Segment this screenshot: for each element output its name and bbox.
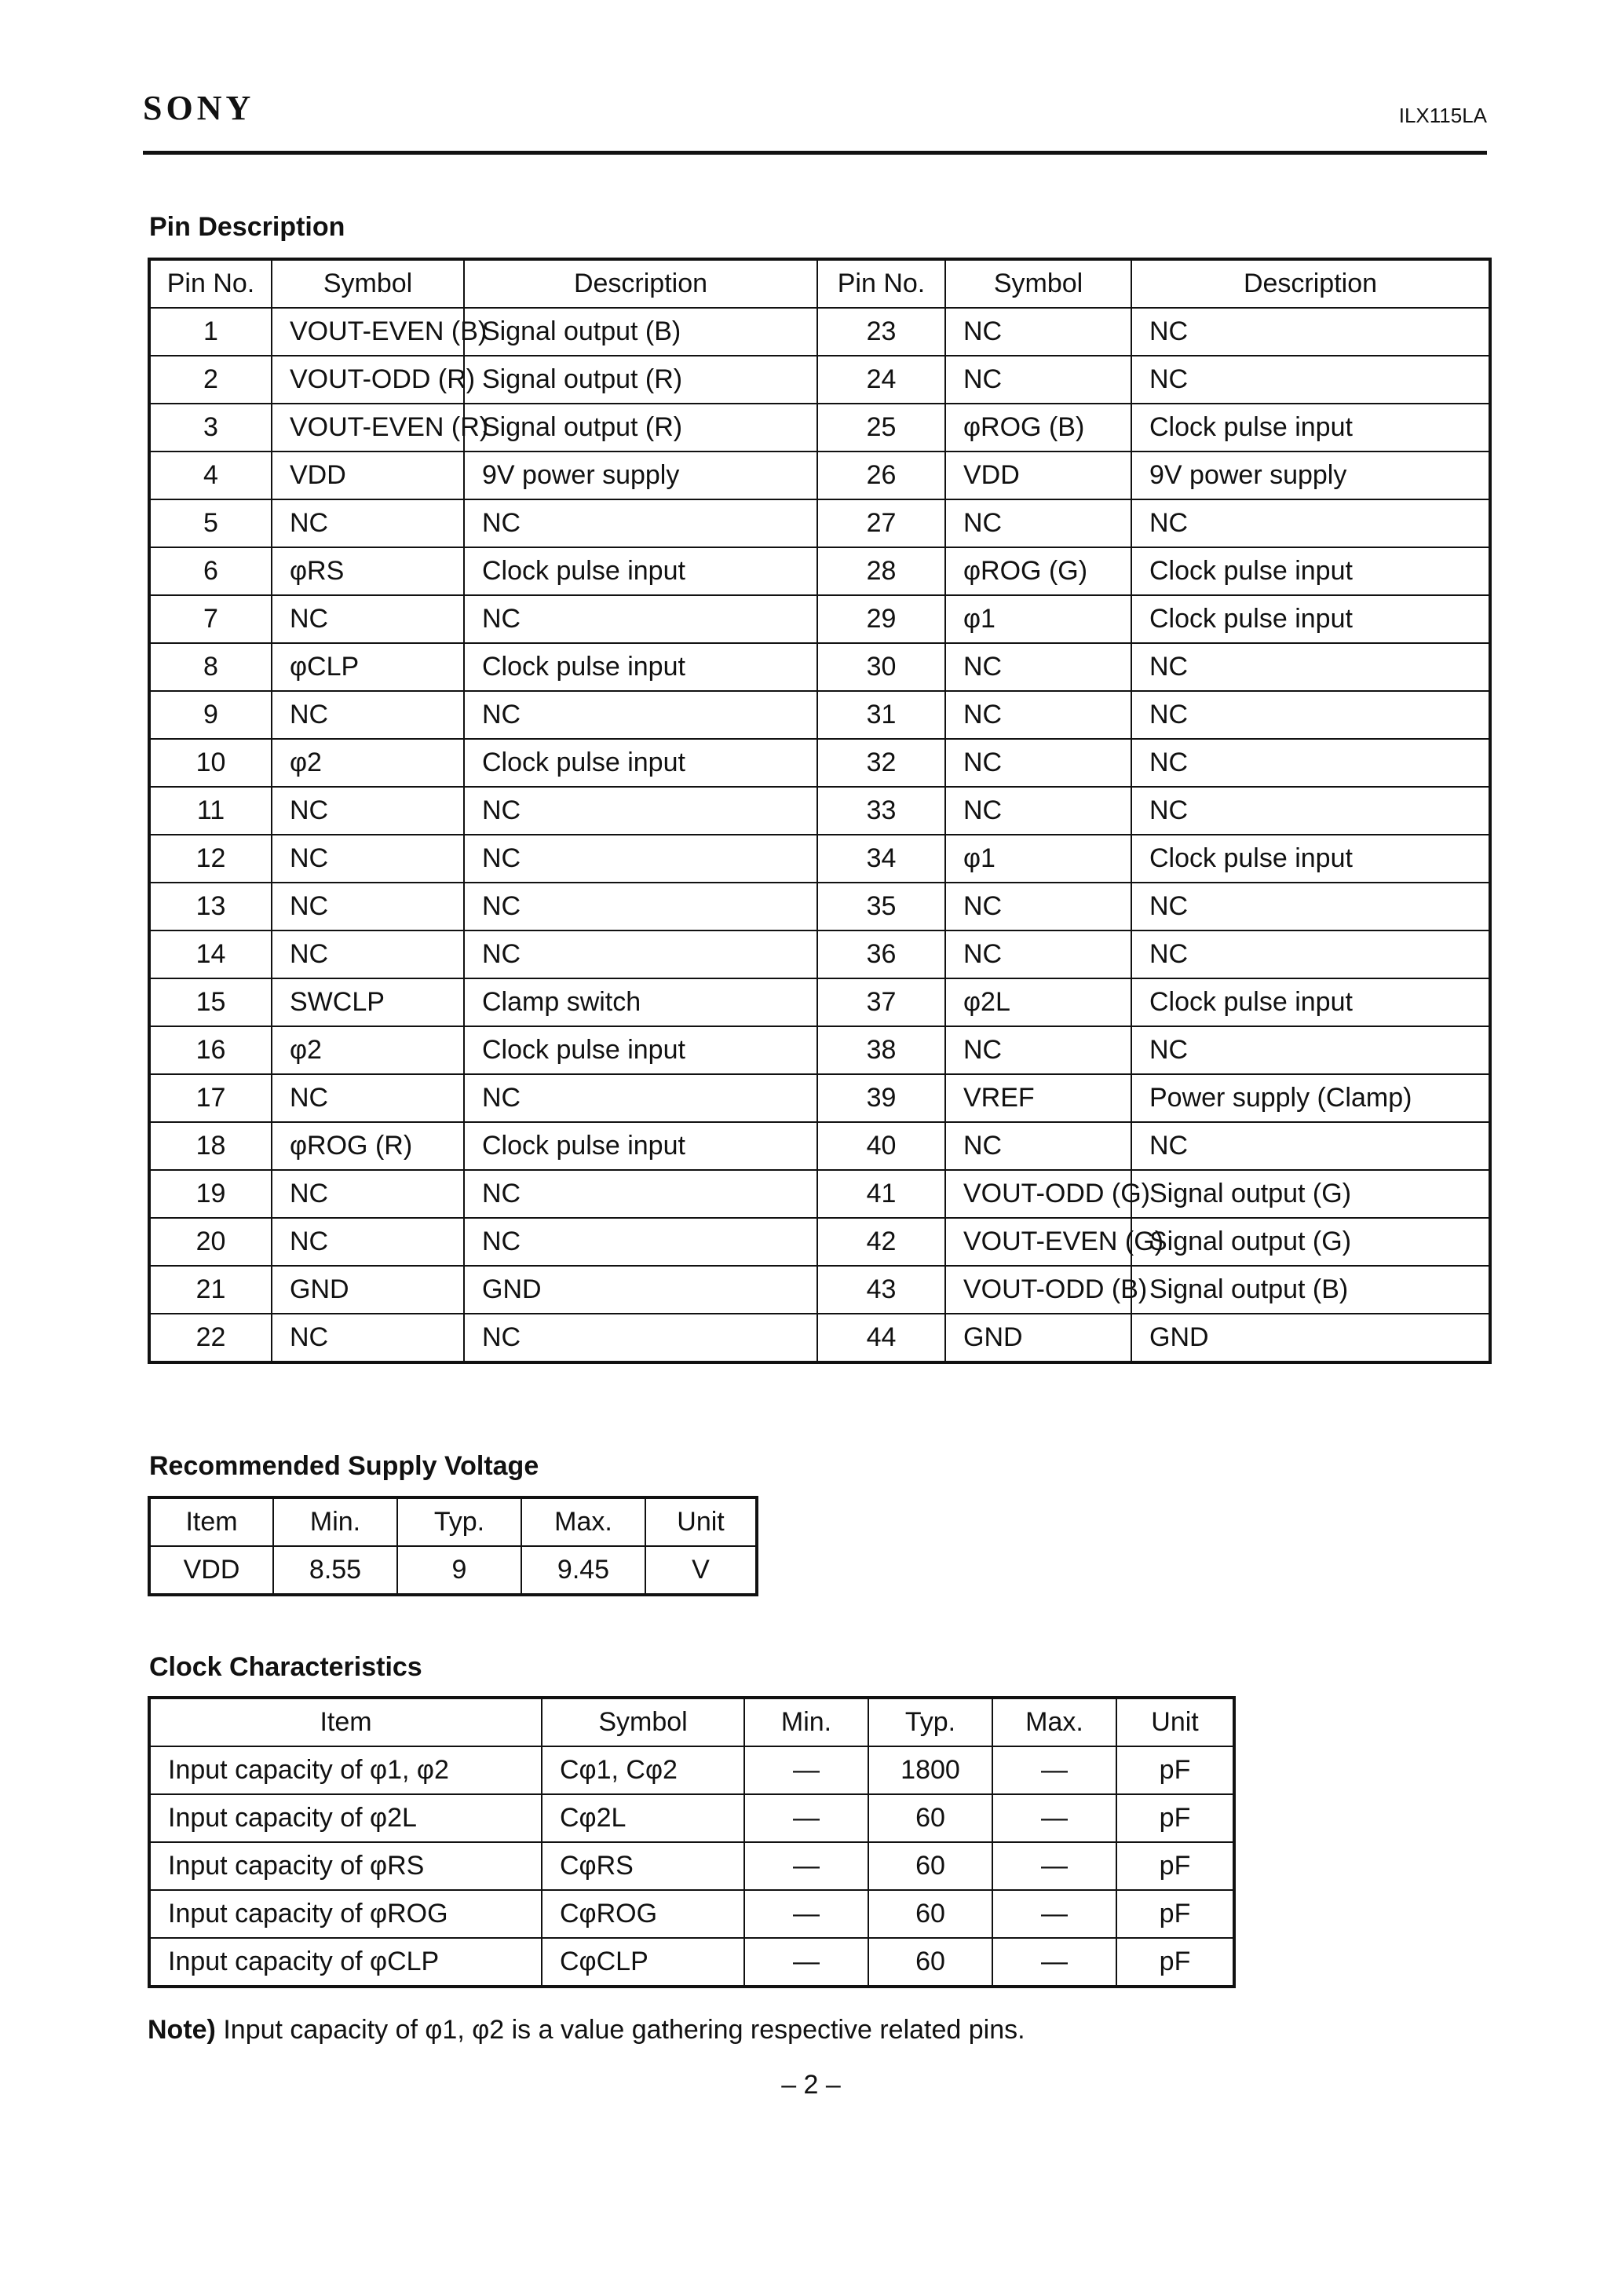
table-cell: NC	[464, 499, 817, 547]
table-cell: NC	[1131, 930, 1490, 978]
table-row	[149, 1218, 1490, 1266]
table-cell: 60	[868, 1794, 992, 1842]
table-cell: φ2L	[945, 978, 1131, 1026]
table-cell: 44	[817, 1314, 945, 1362]
table-row	[149, 643, 1490, 691]
table-cell: NC	[272, 930, 464, 978]
table-cell: NC	[945, 643, 1131, 691]
note-label: Note)	[148, 2015, 216, 2045]
table-cell: 33	[817, 787, 945, 835]
table-cell: Clock pulse input	[464, 739, 817, 787]
table-cell: Clamp switch	[464, 978, 817, 1026]
table-cell: 17	[149, 1074, 272, 1122]
table-row	[149, 1842, 1234, 1890]
table-row	[149, 1938, 1234, 1987]
column-header: Description	[464, 259, 817, 308]
table-cell: pF	[1116, 1746, 1234, 1794]
table-cell: —	[744, 1938, 868, 1987]
column-header: Max.	[992, 1698, 1116, 1746]
table-cell: NC	[945, 691, 1131, 739]
table-cell: NC	[945, 930, 1131, 978]
table-cell: Signal output (G)	[1131, 1218, 1490, 1266]
table-cell: CφROG	[542, 1890, 744, 1938]
table-cell: pF	[1116, 1794, 1234, 1842]
table-cell: NC	[1131, 883, 1490, 930]
table-cell: φ1	[945, 595, 1131, 643]
table-cell: NC	[272, 1314, 464, 1362]
table-row	[149, 1746, 1234, 1794]
column-header: Typ.	[397, 1497, 521, 1546]
table-cell: Signal output (R)	[464, 404, 817, 452]
table-cell: NC	[1131, 356, 1490, 404]
table-cell: NC	[272, 1074, 464, 1122]
table-cell: 19	[149, 1170, 272, 1218]
table-cell: 60	[868, 1938, 992, 1987]
table-row	[149, 1170, 1490, 1218]
table-cell: Signal output (G)	[1131, 1170, 1490, 1218]
table-row	[149, 1266, 1490, 1314]
clock-characteristics-title: Clock Characteristics	[149, 1652, 422, 1682]
table-row	[149, 547, 1490, 595]
table-cell: 60	[868, 1890, 992, 1938]
table-cell: NC	[464, 595, 817, 643]
pin-description-title: Pin Description	[149, 212, 345, 242]
table-cell: NC	[464, 930, 817, 978]
table-cell: 40	[817, 1122, 945, 1170]
table-row	[149, 308, 1490, 356]
table-cell: —	[744, 1842, 868, 1890]
table-cell: GND	[1131, 1314, 1490, 1362]
table-row	[149, 1890, 1234, 1938]
page-header	[143, 88, 1487, 155]
table-cell: 36	[817, 930, 945, 978]
table-cell: NC	[945, 308, 1131, 356]
table-cell: 8	[149, 643, 272, 691]
table-cell: NC	[1131, 1026, 1490, 1074]
note	[148, 2015, 1025, 2046]
table-cell: GND	[272, 1266, 464, 1314]
table-cell: NC	[272, 1218, 464, 1266]
table-cell: NC	[464, 883, 817, 930]
table-cell: pF	[1116, 1842, 1234, 1890]
table-cell: 3	[149, 404, 272, 452]
table-cell: 27	[817, 499, 945, 547]
table-row	[149, 978, 1490, 1026]
table-cell: φ2	[272, 1026, 464, 1074]
table-cell: NC	[945, 1122, 1131, 1170]
table-cell: NC	[464, 1218, 817, 1266]
table-row	[149, 404, 1490, 452]
table-cell: φRS	[272, 547, 464, 595]
page-number: – 2 –	[781, 2070, 841, 2100]
table-cell: pF	[1116, 1890, 1234, 1938]
table-cell: NC	[945, 739, 1131, 787]
table-cell: NC	[1131, 739, 1490, 787]
table-cell: 43	[817, 1266, 945, 1314]
table-row	[149, 1314, 1490, 1362]
column-header: Symbol	[542, 1698, 744, 1746]
table-cell: 31	[817, 691, 945, 739]
table-cell: VOUT-ODD (B)	[945, 1266, 1131, 1314]
part-number: ILX115LA	[1398, 104, 1487, 127]
table-row	[149, 1794, 1234, 1842]
table-cell: Cφ1, Cφ2	[542, 1746, 744, 1794]
table-cell: VOUT-EVEN (G)	[945, 1218, 1131, 1266]
table-cell: NC	[1131, 643, 1490, 691]
table-row	[149, 595, 1490, 643]
table-cell: 38	[817, 1026, 945, 1074]
table-cell: 18	[149, 1122, 272, 1170]
table-cell: 28	[817, 547, 945, 595]
column-header: Unit	[1116, 1698, 1234, 1746]
table-cell: VDD	[272, 452, 464, 499]
table-cell: —	[992, 1890, 1116, 1938]
table-cell: 42	[817, 1218, 945, 1266]
table-cell: 16	[149, 1026, 272, 1074]
table-cell: Power supply (Clamp)	[1131, 1074, 1490, 1122]
table-cell: 6	[149, 547, 272, 595]
table-row	[149, 1074, 1490, 1122]
table-cell: 39	[817, 1074, 945, 1122]
table-cell: VOUT-ODD (G)	[945, 1170, 1131, 1218]
table-cell: CφRS	[542, 1842, 744, 1890]
table-row	[149, 1026, 1490, 1074]
table-cell: Input capacity of φ2L	[149, 1794, 542, 1842]
table-cell: 9V power supply	[464, 452, 817, 499]
table-cell: 25	[817, 404, 945, 452]
column-header: Symbol	[945, 259, 1131, 308]
table-cell: φROG (R)	[272, 1122, 464, 1170]
table-cell: 13	[149, 883, 272, 930]
table-cell: SWCLP	[272, 978, 464, 1026]
table-cell: Clock pulse input	[1131, 547, 1490, 595]
table-cell: 24	[817, 356, 945, 404]
table-cell: 9	[149, 691, 272, 739]
table-cell: 22	[149, 1314, 272, 1362]
table-cell: 34	[817, 835, 945, 883]
table-cell: φ1	[945, 835, 1131, 883]
table-cell: CφCLP	[542, 1938, 744, 1987]
table-cell: NC	[272, 787, 464, 835]
table-cell: NC	[945, 1026, 1131, 1074]
table-cell: NC	[1131, 308, 1490, 356]
table-cell: 41	[817, 1170, 945, 1218]
table-cell: Cφ2L	[542, 1794, 744, 1842]
column-header: Min.	[744, 1698, 868, 1746]
table-cell: VOUT-EVEN (R)	[272, 404, 464, 452]
table-cell: VOUT-EVEN (B)	[272, 308, 464, 356]
table-cell: NC	[1131, 499, 1490, 547]
column-header: Typ.	[868, 1698, 992, 1746]
table-cell: 5	[149, 499, 272, 547]
table-cell: NC	[464, 835, 817, 883]
table-cell: NC	[272, 1170, 464, 1218]
table-cell: 9	[397, 1546, 521, 1595]
table-cell: 4	[149, 452, 272, 499]
table-cell: φROG (G)	[945, 547, 1131, 595]
column-header: Symbol	[272, 259, 464, 308]
table-row	[149, 883, 1490, 930]
table-cell: NC	[272, 835, 464, 883]
table-cell: —	[744, 1746, 868, 1794]
table-cell: NC	[945, 499, 1131, 547]
supply-voltage-table	[148, 1496, 758, 1596]
table-cell: φROG (B)	[945, 404, 1131, 452]
table-cell: Clock pulse input	[464, 547, 817, 595]
column-header: Item	[149, 1497, 273, 1546]
column-header: Unit	[645, 1497, 757, 1546]
table-cell: —	[992, 1938, 1116, 1987]
table-cell: φ2	[272, 739, 464, 787]
table-cell: NC	[464, 1074, 817, 1122]
column-header: Max.	[521, 1497, 645, 1546]
table-cell: 20	[149, 1218, 272, 1266]
table-cell: NC	[272, 691, 464, 739]
table-cell: —	[992, 1794, 1116, 1842]
table-cell: NC	[945, 356, 1131, 404]
table-cell: NC	[1131, 787, 1490, 835]
table-cell: VOUT-ODD (R)	[272, 356, 464, 404]
table-row	[149, 356, 1490, 404]
note-text: Input capacity of φ1, φ2 is a value gathering respective related pins.	[215, 2015, 1025, 2045]
table-cell: VDD	[149, 1546, 273, 1595]
table-cell: 2	[149, 356, 272, 404]
table-cell: 1	[149, 308, 272, 356]
table-cell: Clock pulse input	[1131, 404, 1490, 452]
table-cell: Clock pulse input	[464, 1122, 817, 1170]
table-cell: 32	[817, 739, 945, 787]
table-cell: NC	[272, 499, 464, 547]
table-cell: 37	[817, 978, 945, 1026]
table-cell: 60	[868, 1842, 992, 1890]
pin-description-table	[148, 258, 1492, 1364]
table-cell: 14	[149, 930, 272, 978]
table-cell: NC	[464, 787, 817, 835]
table-cell: NC	[945, 787, 1131, 835]
table-cell: Signal output (B)	[1131, 1266, 1490, 1314]
table-cell: VREF	[945, 1074, 1131, 1122]
table-cell: GND	[945, 1314, 1131, 1362]
table-cell: Input capacity of φCLP	[149, 1938, 542, 1987]
table-cell: NC	[272, 595, 464, 643]
supply-voltage-title: Recommended Supply Voltage	[149, 1451, 539, 1481]
table-cell: —	[744, 1890, 868, 1938]
table-cell: φCLP	[272, 643, 464, 691]
table-cell: pF	[1116, 1938, 1234, 1987]
column-header: Description	[1131, 259, 1490, 308]
table-cell: NC	[1131, 1122, 1490, 1170]
table-cell: Clock pulse input	[1131, 978, 1490, 1026]
table-row	[149, 1122, 1490, 1170]
table-cell: 29	[817, 595, 945, 643]
table-row	[149, 930, 1490, 978]
column-header: Pin No.	[149, 259, 272, 308]
table-cell: Clock pulse input	[464, 643, 817, 691]
table-cell: 1800	[868, 1746, 992, 1794]
table-cell: Input capacity of φRS	[149, 1842, 542, 1890]
table-cell: 26	[817, 452, 945, 499]
table-cell: Clock pulse input	[1131, 835, 1490, 883]
column-header: Min.	[273, 1497, 397, 1546]
table-cell: Signal output (R)	[464, 356, 817, 404]
clock-characteristics-table	[148, 1696, 1236, 1988]
table-cell: —	[992, 1842, 1116, 1890]
table-cell: NC	[464, 1170, 817, 1218]
table-cell: 21	[149, 1266, 272, 1314]
table-cell: NC	[272, 883, 464, 930]
table-cell: 12	[149, 835, 272, 883]
table-cell: Input capacity of φ1, φ2	[149, 1746, 542, 1794]
table-row	[149, 691, 1490, 739]
table-row	[149, 835, 1490, 883]
sony-logo: SONY	[143, 89, 255, 127]
table-cell: Clock pulse input	[464, 1026, 817, 1074]
table-cell: 7	[149, 595, 272, 643]
table-cell: 23	[817, 308, 945, 356]
table-cell: NC	[464, 1314, 817, 1362]
column-header: Item	[149, 1698, 542, 1746]
table-cell: 35	[817, 883, 945, 930]
table-cell: —	[744, 1794, 868, 1842]
table-cell: 9.45	[521, 1546, 645, 1595]
table-cell: NC	[464, 691, 817, 739]
column-header: Pin No.	[817, 259, 945, 308]
table-cell: 11	[149, 787, 272, 835]
table-row	[149, 1546, 757, 1595]
table-cell: NC	[945, 883, 1131, 930]
table-cell: V	[645, 1546, 757, 1595]
table-cell: 10	[149, 739, 272, 787]
table-row	[149, 452, 1490, 499]
table-cell: 8.55	[273, 1546, 397, 1595]
table-row	[149, 739, 1490, 787]
table-cell: 30	[817, 643, 945, 691]
table-cell: Input capacity of φROG	[149, 1890, 542, 1938]
table-cell: Signal output (B)	[464, 308, 817, 356]
table-cell: GND	[464, 1266, 817, 1314]
table-cell: Clock pulse input	[1131, 595, 1490, 643]
table-cell: VDD	[945, 452, 1131, 499]
table-cell: NC	[1131, 691, 1490, 739]
table-row	[149, 787, 1490, 835]
table-row	[149, 499, 1490, 547]
table-cell: —	[992, 1746, 1116, 1794]
table-cell: 9V power supply	[1131, 452, 1490, 499]
table-cell: 15	[149, 978, 272, 1026]
